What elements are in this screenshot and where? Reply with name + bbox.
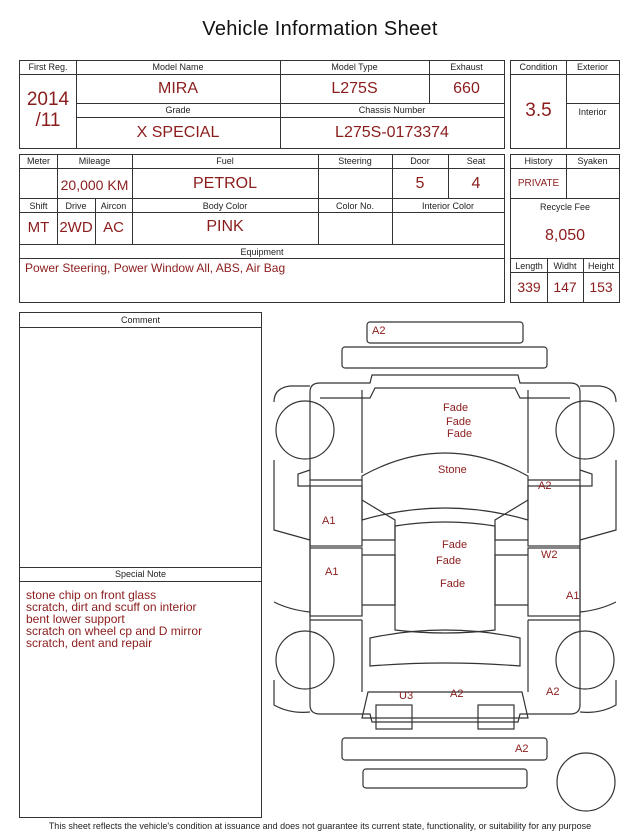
special-note-line: bent lower support: [26, 612, 125, 626]
height-value: 153: [589, 279, 613, 295]
exterior-label: Exterior: [576, 62, 608, 72]
special-note-line: scratch on wheel cp and D mirror: [26, 624, 203, 638]
spec-table: [19, 154, 505, 303]
body-color-value: PINK: [206, 218, 244, 235]
color-no-label: Color No.: [335, 201, 374, 211]
special-note-line: stone chip on front glass: [26, 588, 157, 602]
equipment-label: Equipment: [240, 247, 284, 257]
door-label: Door: [410, 156, 430, 166]
comment-panel: [19, 312, 262, 818]
damage-mark: A2: [515, 743, 529, 755]
height-label: Height: [587, 261, 614, 271]
width-label: Widht: [553, 261, 577, 271]
model-type-label: Model Type: [331, 62, 378, 72]
syaken-label: Syaken: [577, 156, 608, 166]
first-reg-year: 2014: [26, 89, 70, 110]
model-type-value: L275S: [331, 80, 378, 97]
damage-mark: Fade: [447, 428, 473, 440]
damage-mark: A1: [566, 590, 580, 602]
special-note-line: scratch, dirt and scuff on interior: [26, 600, 197, 614]
disclaimer-footer: This sheet reflects the vehicle's condition at issuance and does not guarantee its current state, functionality, or suitability for any purpose: [48, 821, 592, 831]
damage-mark: Fade: [440, 578, 466, 590]
recycle-fee-label: Recycle Fee: [539, 202, 591, 212]
meter-label: Meter: [26, 156, 50, 166]
history-value: PRIVATE: [517, 178, 560, 189]
mileage-label: Mileage: [78, 156, 111, 166]
damage-mark: Stone: [438, 464, 467, 476]
damage-mark: A2: [538, 480, 552, 492]
damage-mark: A1: [322, 515, 336, 527]
aircon-label: Aircon: [100, 201, 127, 211]
model-name-value: MIRA: [158, 80, 198, 97]
chassis-value: L275S-0173374: [335, 124, 449, 141]
steering-label: Steering: [338, 156, 372, 166]
model-name-label: Model Name: [152, 62, 204, 72]
seat-value: 4: [471, 175, 481, 192]
damage-mark: Fade: [442, 539, 468, 551]
seat-label: Seat: [466, 156, 486, 166]
condition-label: Condition: [519, 62, 558, 72]
drive-label: Drive: [65, 201, 87, 211]
chassis-label: Chassis Number: [358, 105, 426, 115]
vehicle-id-table: [19, 60, 505, 149]
aircon-value: AC: [103, 219, 124, 236]
exhaust-label: Exhaust: [450, 62, 483, 72]
shift-label: Shift: [29, 201, 48, 211]
damage-mark: U3: [399, 690, 414, 702]
first-reg-label: First Reg.: [28, 62, 68, 72]
body-color-label: Body Color: [202, 201, 248, 211]
fuel-label: Fuel: [216, 156, 234, 166]
special-note-line: scratch, dent and repair: [26, 636, 153, 650]
damage-mark: A2: [450, 688, 464, 700]
shift-value: MT: [27, 219, 50, 236]
fuel-value: PETROL: [192, 175, 257, 192]
grade-value: X SPECIAL: [136, 124, 220, 141]
first-reg-month: /11: [35, 110, 61, 131]
damage-mark: Fade: [446, 416, 472, 428]
exhaust-value: 660: [453, 80, 480, 97]
length-value: 339: [517, 279, 541, 295]
recycle-fee-value: 8,050: [544, 227, 586, 244]
mileage-value: 20,000 KM: [60, 177, 129, 193]
equipment-value: Power Steering, Power Window All, ABS, Air Bag: [25, 261, 286, 275]
special-note-label: Special Note: [114, 569, 167, 579]
interior-label: Interior: [578, 107, 607, 117]
interior-color-label: Interior Color: [421, 201, 475, 211]
condition-value: 3.5: [525, 100, 552, 121]
damage-mark: A2: [546, 686, 560, 698]
damage-mark: A2: [372, 325, 386, 337]
condition-table: [510, 60, 620, 149]
comment-label: Comment: [120, 315, 160, 325]
width-value: 147: [553, 279, 577, 295]
damage-mark: Fade: [443, 402, 469, 414]
damage-mark: A1: [325, 566, 339, 578]
drive-value: 2WD: [59, 219, 93, 236]
history-label: History: [524, 156, 553, 166]
door-value: 5: [415, 175, 425, 192]
grade-label: Grade: [165, 105, 191, 115]
damage-mark: W2: [541, 549, 558, 561]
damage-mark: Fade: [436, 555, 462, 567]
length-label: Length: [515, 261, 543, 271]
page-title: Vehicle Information Sheet: [202, 18, 438, 40]
history-table: [510, 154, 620, 303]
